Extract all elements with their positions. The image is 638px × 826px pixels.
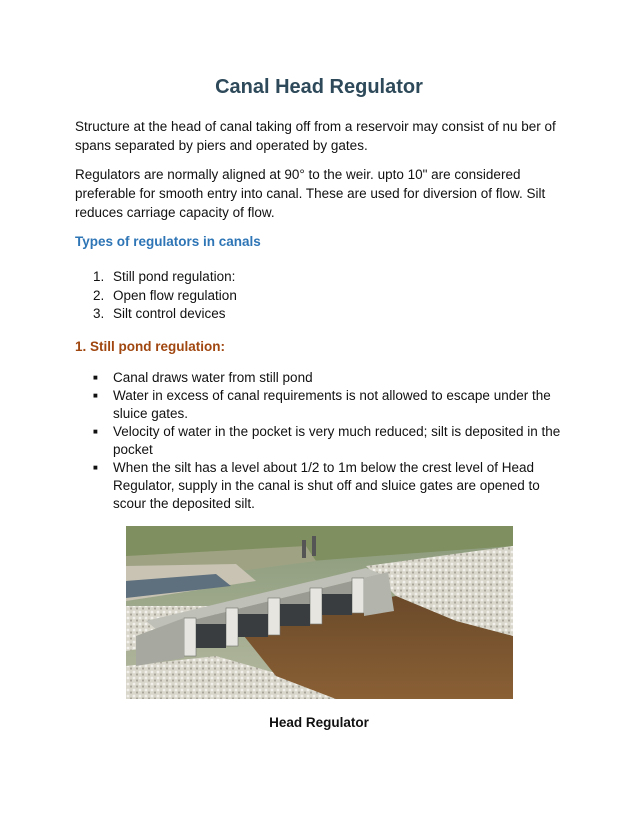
bullet-item (93, 369, 573, 387)
section-heading: 1. Still pond regulation: (75, 339, 225, 354)
bullet-item (93, 459, 573, 513)
bullet-item (93, 423, 573, 459)
bullet-icon: ■ (93, 373, 98, 382)
bullet-text: Water in excess of canal requirements is not allowed to escape under the sluice gates. (113, 388, 551, 421)
alignment-paragraph: Regulators are normally aligned at 90° to the weir. upto 10" are considered preferable for smooth entry into canal. These are used for diversion of flow. Silt reduces carriage capacity of flow. (75, 167, 546, 220)
bullet-list (93, 369, 573, 513)
intro-paragraph: Structure at the head of canal taking off from a reservoir may consist of nu ber of spans separated by piers and operated by gates. (75, 119, 556, 153)
list-number: 2. (93, 287, 105, 303)
bullet-item (93, 387, 573, 423)
types-heading: Types of regulators in canals (75, 234, 261, 249)
page-title: Canal Head Regulator (215, 76, 423, 98)
list-item (93, 305, 573, 324)
bullet-text: Velocity of water in the pocket is very much reduced; silt is deposited in the pocket (113, 424, 561, 457)
image-caption: Head Regulator (269, 715, 369, 730)
list-item (93, 268, 573, 287)
list-item-text: Silt control devices (113, 306, 226, 321)
list-number: 3. (93, 306, 105, 321)
bullet-icon: ■ (93, 391, 98, 400)
bullet-icon: ■ (93, 463, 98, 472)
bullet-icon: ■ (93, 427, 98, 436)
bullet-text: Canal draws water from still pond (113, 370, 313, 385)
list-item-text: Open flow regulation (113, 287, 237, 303)
types-list (93, 268, 573, 324)
head-regulator-photo (126, 526, 513, 699)
list-item (93, 287, 573, 306)
bullet-text: When the silt has a level about 1/2 to 1m below the crest level of Head Regulator, supply in the canal is shut off and sluice gates are opened to scour the deposited silt. (113, 460, 540, 511)
list-number: 1. (93, 269, 105, 284)
list-item-text: Still pond regulation: (113, 269, 236, 284)
